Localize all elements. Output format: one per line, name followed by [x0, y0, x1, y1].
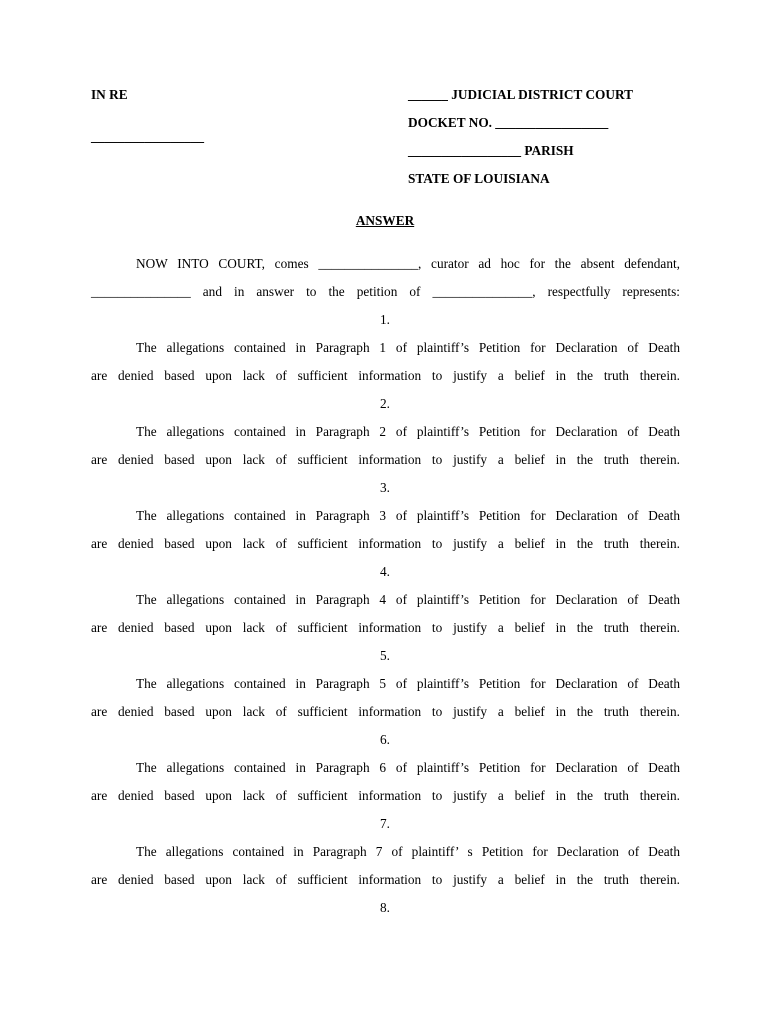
paragraph-line: are denied based upon lack of sufficient information to justify a belief in the truth therein. [91, 872, 680, 887]
intro-line-2: _______________ and in answer to the petition of _______________, respectfully represents: [91, 284, 680, 299]
paragraph-number: 8. [380, 900, 390, 915]
paragraph-line: are denied based upon lack of sufficient information to justify a belief in the truth therein. [91, 704, 680, 719]
state-line: STATE OF LOUISIANA [408, 171, 550, 186]
paragraph-line: The allegations contained in Paragraph 7 of plaintiff’ s Petition for Declaration of Death [136, 844, 680, 859]
in-re-blank: _________________ [91, 129, 205, 144]
paragraph-number: 6. [380, 732, 390, 747]
document-title: ANSWER [355, 213, 415, 228]
paragraph-line: are denied based upon lack of sufficient information to justify a belief in the truth therein. [91, 452, 680, 467]
paragraph-line: are denied based upon lack of sufficient information to justify a belief in the truth therein. [91, 536, 680, 551]
court-line: ______ JUDICIAL DISTRICT COURT [408, 87, 634, 102]
docket-line: DOCKET NO. _________________ [408, 115, 609, 130]
paragraph-line: The allegations contained in Paragraph 2 of plaintiff’s Petition for Declaration of Death [136, 424, 680, 439]
in-re-label: IN RE [91, 87, 128, 102]
paragraph-number: 4. [380, 564, 390, 579]
paragraph-line: are denied based upon lack of sufficient information to justify a belief in the truth therein. [91, 620, 680, 635]
paragraph-line: The allegations contained in Paragraph 1 of plaintiff’s Petition for Declaration of Death [136, 340, 680, 355]
intro-line-1: NOW INTO COURT, comes _______________, curator ad hoc for the absent defendant, [136, 256, 680, 271]
paragraph-number: 1. [380, 312, 390, 327]
paragraph-line: The allegations contained in Paragraph 3 of plaintiff’s Petition for Declaration of Death [136, 508, 680, 523]
paragraph-number: 3. [380, 480, 390, 495]
paragraph-number: 2. [380, 396, 390, 411]
paragraph-line: The allegations contained in Paragraph 4 of plaintiff’s Petition for Declaration of Death [136, 592, 680, 607]
paragraph-number: 5. [380, 648, 390, 663]
paragraph-line: The allegations contained in Paragraph 6 of plaintiff’s Petition for Declaration of Death [136, 760, 680, 775]
parish-line: _________________ PARISH [408, 143, 574, 158]
paragraph-line: The allegations contained in Paragraph 5 of plaintiff’s Petition for Declaration of Death [136, 676, 680, 691]
paragraph-number: 7. [380, 816, 390, 831]
paragraph-line: are denied based upon lack of sufficient information to justify a belief in the truth therein. [91, 368, 680, 383]
paragraph-line: are denied based upon lack of sufficient information to justify a belief in the truth therein. [91, 788, 680, 803]
